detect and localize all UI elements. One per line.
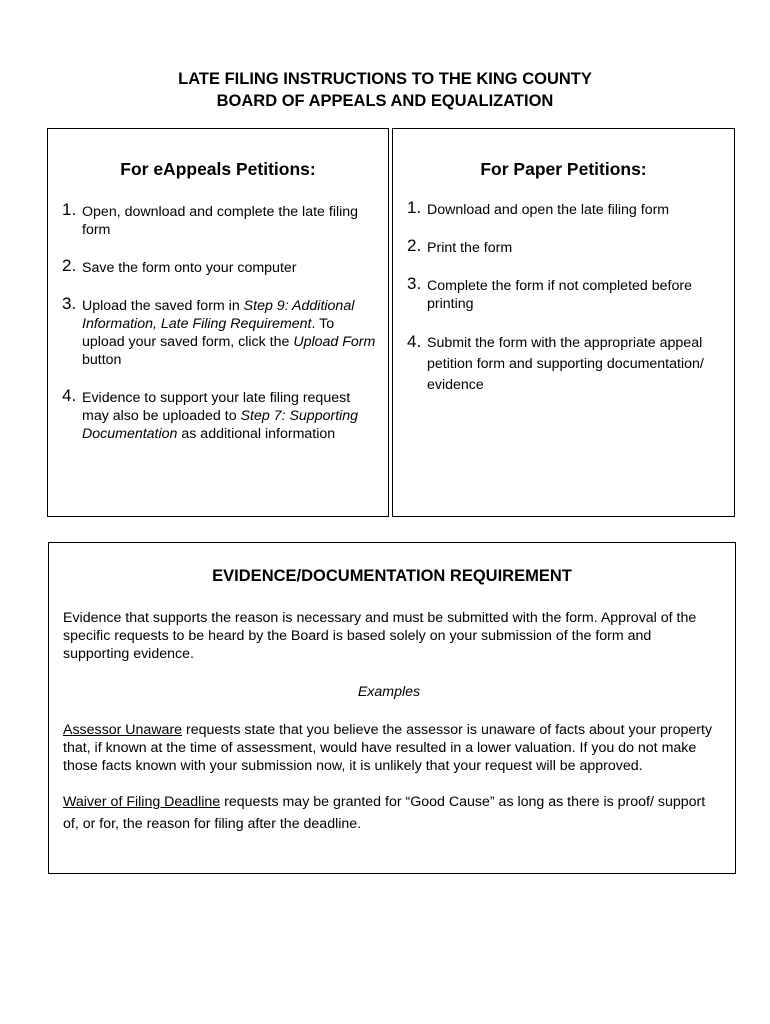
paper-step-2 [407,236,726,257]
page-title-line-2: BOARD OF APPEALS AND EQUALIZATION [216,92,554,110]
step-text: Save the form onto your computer [82,260,297,276]
eappeals-step-2 [62,256,380,277]
eappeals-steps-list [62,200,380,463]
evidence-heading: EVIDENCE/DOCUMENTATION REQUIREMENT [212,567,572,585]
page-title [0,68,770,112]
step-text-mid: . To upload your saved form, click the [82,316,335,350]
evidence-requirement-box [48,542,736,874]
paper-step-1 [407,198,726,219]
paper-steps-list [407,198,726,416]
step-text-pre: Upload the saved form in [82,298,244,314]
step-text: Download and open the late filing form [427,202,670,218]
step-text: Open, download and complete the late filing form [82,204,359,238]
step-text-post: button [82,352,122,368]
step-number: 2. [62,256,77,275]
step-number: 1. [62,200,77,219]
eappeals-step-4 [62,386,380,443]
evidence-body [63,609,715,855]
upload-form-reference: Upload Form [293,334,376,350]
eappeals-step-3 [62,294,380,369]
paper-instructions-box [392,128,735,517]
page-title-line-1: LATE FILING INSTRUCTIONS TO THE KING COUNTY [178,70,592,88]
waiver-term: Waiver of Filing Deadline [63,794,221,810]
eappeals-heading: For eAppeals Petitions: [120,159,316,179]
paper-heading: For Paper Petitions: [480,159,647,179]
step-7-reference: Step 7: Supporting Documentation [82,408,359,442]
assessor-unaware-paragraph [63,721,715,775]
eappeals-step-1 [62,200,380,239]
step-number: 4. [62,386,77,405]
step-9-reference: Step 9: Additional Information, Late Filing Requirement [82,298,355,332]
paper-step-4 [407,333,726,396]
step-text: Print the form [427,240,513,256]
waiver-paragraph [63,791,715,835]
paper-step-3 [407,274,726,313]
step-text: Complete the form if not completed before printing [427,278,692,312]
evidence-intro: Evidence that supports the reason is necessary and must be submitted with the form. Approval of the specific requests to be heard by the Board is based solely on your submission of the form and supporting evidence. [63,610,697,662]
step-text: Submit the form with the appropriate appeal petition form and supporting documentation/ evidence [427,335,704,393]
waiver-text: requests may be granted for “Good Cause” as long as there is proof/ support of, or for, the reason for filing after the deadline. [63,794,706,832]
step-number: 3. [407,274,422,293]
assessor-unaware-term: Assessor Unaware [63,722,183,738]
assessor-unaware-text: requests state that you believe the assessor is unaware of facts about your property that, if known at the time of assessment, would have resulted in a lower valuation. If you do not make those facts known with your submission now, it is unlikely that your request will be approved. [63,722,713,774]
step-number: 2. [407,236,422,255]
eappeals-instructions-box [47,128,389,517]
step-text-pre: Evidence to support your late filing request may also be uploaded to [82,390,351,424]
step-number: 4. [407,332,422,351]
examples-label: Examples [357,684,421,700]
step-number: 1. [407,198,422,217]
step-number: 3. [62,294,77,313]
step-text-post: as additional information [177,426,336,442]
